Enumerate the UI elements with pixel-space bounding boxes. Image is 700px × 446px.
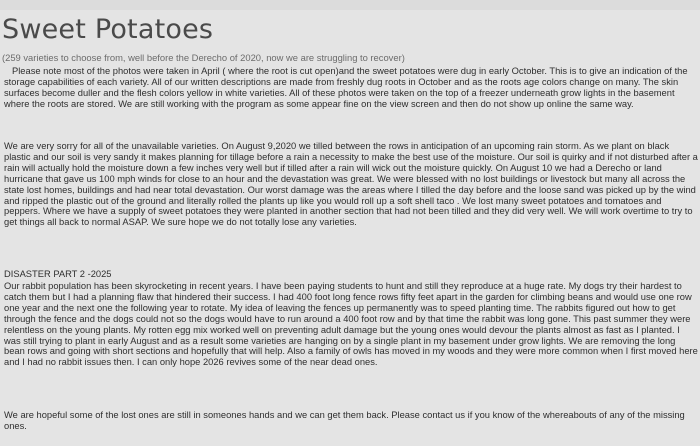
derecho-paragraph: We are very sorry for all of the unavailable varieties. On August 9,2020 we tilled between the rows in anticipation of an upcoming rain storm. As we plant on black plastic and our soil is very sandy it makes planning for tillage before a rain a necessity to make the best use of the moisture. Our soil is quirky and if not disturbed after a rain will actually hold the moisture down a few inches very well but if tilled after a rain will wick out the moisture quickly. On August 10 we had a Derecho or land hurricane that gave us 100 mph winds for close to an hour and the devastation was great. We were blessed with no lost buildings or livestock but many all across the state lost homes, buildings and had near total devastation. Our worst damage was the areas where I tilled the day before and the loose sand was picked up by the wind and ripped the plastic out of the ground and literally rolled the plants up like you would roll up a soft shell taco . We lost many sweet potatoes and tomatoes and peppers. Where we have a supply of sweet potatoes they were planted in another section that had not been tilled and they did very well. We will work overtime to try to get things all back to normal ASAP. We sure hope we do not totally lose any varieties. (4, 141, 698, 228)
intro-paragraph: Please note most of the photos were taken in April ( where the root is cut open)and the sweet potatoes were dug in early October. This is to give an indication of the storage capabilities of each variety. All of our written descriptions are made from freshly dug roots in October and as the roots age colors change on many. The skin surfaces become duller and the flesh colors yellow in white varieties. All of these photos were taken on the top of a freezer underneath grow lights in the basement where the roots are stored. We are still working with the program as some appear fine on the view screen and then do not show up online the same way. (4, 66, 688, 109)
closing-paragraph: We are hopeful some of the lost ones are still in someones hands and we can get them back. Please contact us if you know of the whereabouts of any of the missing ones. (4, 410, 685, 431)
rabbit-paragraph: Our rabbit population has been skyrocketing in recent years. I have been paying students to hunt and still they reproduce at a huge rate. My dogs try their hardest to catch them but I had a planning flaw that hindered their success. I had 400 foot long fence rows fifty feet apart in the garden for climbing beans and would use one row one year and the next one the following year to rotate. My idea of leaving the fences up permanently was to speed planting time. The rabbits figured out how to get through the fence and the dogs could not so the dogs would have to run around a 400 foot row and by that time the rabbit was long gone. This past summer they were relentless on the young plants. My rotten egg mix worked well on preventing adult damage but the young ones would devour the plants almost as fast as I planted. I was still trying to plant in early August and as a result some varieties are hanging on by a single plant in my basement under grow lights. We are removing the long bean rows and going with short sections and hopefully that will help. Also a family of owls has moved in my woods and they were more common when I first moved here and I had no rabbit issues then. I can only hope 2026 revives some of the near dead ones. (4, 281, 698, 368)
page-subtitle: (259 varieties to choose from, well before the Derecho of 2020, now we are struggling to recover) (2, 52, 405, 63)
disaster-heading: DISASTER PART 2 -2025 (4, 269, 112, 279)
page-title: Sweet Potatoes (2, 14, 214, 45)
